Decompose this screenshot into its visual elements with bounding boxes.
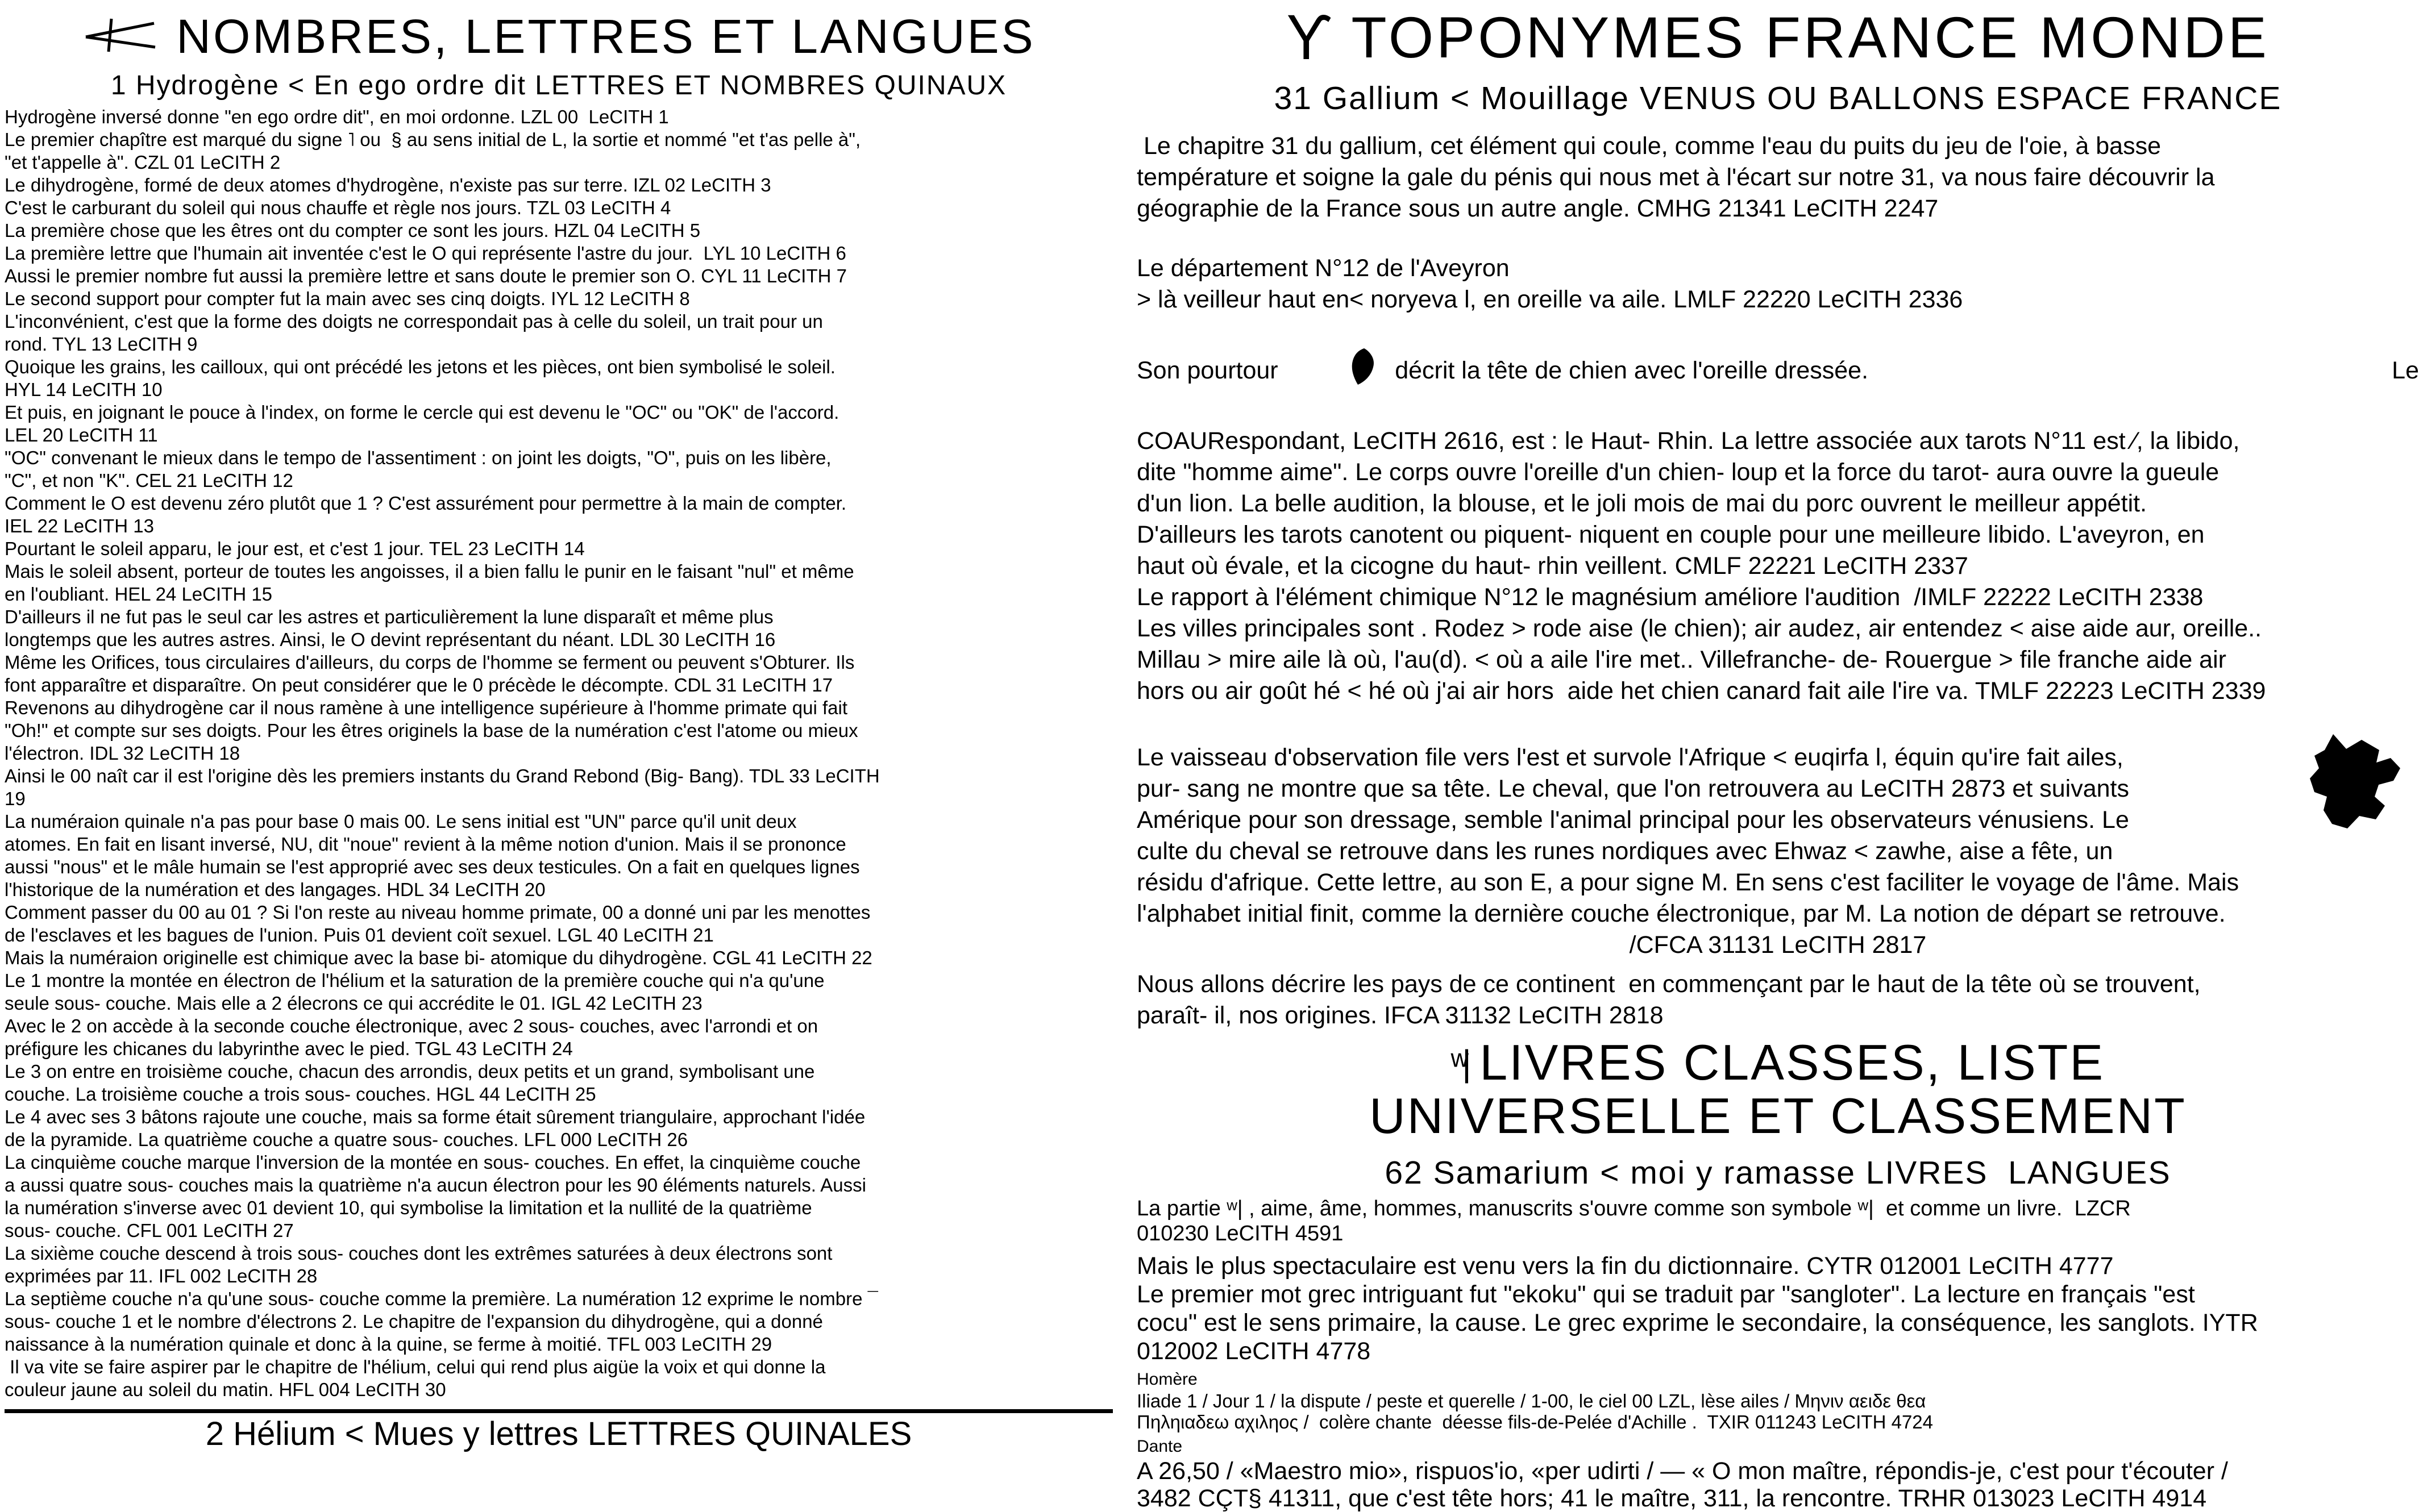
text-line: La cinquième couche marque l'inversion de la montée en sous- couches. En effet, la cinquième couche bbox=[5, 1152, 861, 1173]
text-line: Avec le 2 on accède à la seconde couche électronique, avec 2 sous- couches, avec l'arrondi et on bbox=[5, 1015, 818, 1036]
text-line: sous- couche. CFL 001 LeCITH 27 bbox=[5, 1220, 294, 1241]
homere-label: Homère bbox=[1137, 1370, 1198, 1389]
section-divider-rule bbox=[5, 1409, 1113, 1413]
text-line: dite "homme aime". Le corps ouvre l'oreille d'un chien- loup et la force du tarot- aura ouvre la gueule bbox=[1137, 459, 2220, 486]
text-line: Le premier chapître est marqué du signe ˥ ou § au sens initial de L, la sortie et nommé "et t'as pelle à", bbox=[5, 129, 861, 150]
partie-paragraph bbox=[1137, 1196, 2419, 1246]
text-line: Le second support pour compter fut la main avec ses cinq doigts. IYL 12 LeCITH 8 bbox=[5, 288, 690, 309]
text-line: Mais la numéraion originelle est chimique avec la base bi- atomique du dihydrogène. CGL 41 LeCITH 22 bbox=[5, 947, 872, 968]
text-line: Et puis, en joignant le pouce à l'index, on forme le cercle qui est devenu le "OC" ou "OK" de l'accord. bbox=[5, 402, 839, 423]
text-line: a aussi quatre sous- couches mais la quatrième n'a aucun électron pour les 90 éléments naturels. Aussi bbox=[5, 1174, 866, 1196]
aveyron-lines-bottom bbox=[1137, 426, 2419, 707]
text-line: Même les Orifices, tous circulaires d'ailleurs, du corps de l'homme se ferment ou peuvent s'Obturer. Ils bbox=[5, 652, 855, 673]
samarium-subtitle: 62 Samarium < moi y ramasse LIVRES LANGUES bbox=[1385, 1155, 2171, 1191]
text-line: > là veilleur haut en< noryeva l, en oreille va aile. LMLF 22220 LeCITH 2336 bbox=[1137, 286, 1963, 313]
aveyron-lines-top bbox=[1137, 253, 2419, 315]
text-line: La partie ʷ| , aime, âme, hommes, manuscrits s'ouvre comme son symbole ʷ| et comme un livre. LZCR bbox=[1137, 1197, 2131, 1221]
right-page-column bbox=[1137, 0, 2419, 1512]
text-line: A 26,50 / «Maestro mio», rispuos'io, «per udirti / — « O mon maître, répondis-je, c'est pour t'écouter / bbox=[1137, 1457, 2228, 1485]
text-line: La première lettre que l'humain ait inventée c'est le O qui représente l'astre du jour. LYL 10 LeCITH 6 bbox=[5, 243, 846, 264]
left-body-text bbox=[5, 106, 1113, 1401]
left-page-column bbox=[5, 0, 1113, 1453]
text-line: "OC" convenant le mieux dans le tempo de l'assentiment : on joint les doigts, "O", puis on les libère, bbox=[5, 447, 832, 468]
text-line: D'ailleurs il ne fut pas le seul car les astres et particulièrement la lune disparaît et même plus bbox=[5, 606, 774, 627]
livres-title-line2: UNIVERSELLE ET CLASSEMENT bbox=[1369, 1088, 2187, 1144]
text-line: La première chose que les êtres ont du compter ce sont les jours. HZL 04 LeCITH 5 bbox=[5, 220, 701, 241]
cfca-reference-line: /CFCA 31131 LeCITH 2817 bbox=[1629, 931, 1927, 959]
text-line: Iliade 1 / Jour 1 / la dispute / peste et querelle / 1-00, le ciel 00 LZL, lèse ailes / Μηνιν αειδε θεα bbox=[1137, 1390, 1926, 1411]
pourtour-prefix: Son pourtour bbox=[1137, 356, 1278, 384]
africa-silhouette-blob bbox=[2279, 733, 2418, 832]
text-line: atomes. En fait en lisant inversé, NU, dit "noue" revient à la même notion d'union. Mais il se prononce bbox=[5, 834, 846, 855]
text-line: couche. La troisième couche a trois sous- couches. HGL 44 LeCITH 25 bbox=[5, 1084, 596, 1105]
text-line: Mais le soleil absent, porteur de toutes les angoisses, il a bien fallu le punir en le faisant "nul" et même bbox=[5, 561, 854, 582]
text-line: Comment le O est devenu zéro plutôt que 1 ? C'est assurément pour permettre à la main de compter. bbox=[5, 493, 847, 514]
text-line: 19 bbox=[5, 788, 26, 809]
dante-label: Dante bbox=[1137, 1437, 1183, 1456]
text-line: culte du cheval se retrouve dans les runes nordiques avec Ehwaz < zawhe, aise a fête, un bbox=[1137, 838, 2113, 865]
text-line: Le rapport à l'élément chimique N°12 le magnésium améliore l'audition /IMLF 22222 LeCITH 2338 bbox=[1137, 584, 2204, 611]
text-line: Le 3 on entre en troisième couche, chacun des arrondis, deux petits et un grand, symbolisant une bbox=[5, 1061, 815, 1082]
upsilon-icon: ϒ bbox=[1286, 2, 1332, 73]
pourtour-line bbox=[1137, 315, 2419, 426]
text-line: HYL 14 LeCITH 10 bbox=[5, 379, 163, 400]
text-line: Le vaisseau d'observation file vers l'est et survole l'Afrique < euqirfa l, équin qu'ire fait ailes, bbox=[1137, 744, 2123, 771]
text-line: Hydrogène inversé donne "en ego ordre dit", en moi ordonne. LZL 00 LeCITH 1 bbox=[5, 106, 669, 127]
pourtour-mid: décrit la tête de chien avec l'oreille dressée. bbox=[1395, 356, 1869, 384]
text-line: Comment passer du 00 au 01 ? Si l'on reste au niveau homme primate, 00 a donné uni par les menottes bbox=[5, 902, 871, 923]
text-line: 010230 LeCITH 4591 bbox=[1137, 1222, 1344, 1246]
right-title-row bbox=[1137, 2, 2419, 73]
text-line: de l'esclaves et les bagues de l'union. Puis 01 devient coït sexuel. LGL 40 LeCITH 21 bbox=[5, 924, 714, 945]
text-line: Le dihydrogène, formé de deux atomes d'hydrogène, n'existe pas sur terre. IZL 02 LeCITH 3 bbox=[5, 174, 771, 195]
text-line: "Oh!" et compte sur ses doigts. Pour les êtres originels la base de la numération c'est l'atome ou mieux bbox=[5, 720, 858, 741]
text-line: exprimées par 11. IFL 002 LeCITH 28 bbox=[5, 1265, 318, 1286]
rune-w-icon: ʷ| bbox=[1450, 1043, 1465, 1084]
vaisseau-paragraph bbox=[1137, 742, 2419, 961]
text-line: haut où évale, et la cicogne du haut- rhin veillent. CMLF 22221 LeCITH 2337 bbox=[1137, 552, 1968, 580]
text-line: l'historique de la numération et des langages. HDL 34 LeCITH 20 bbox=[5, 879, 546, 900]
aveyron-paragraph bbox=[1137, 253, 2419, 707]
text-line: la numération s'inverse avec 01 devient 10, qui symbolise la limitation et la nullité de la quatrième bbox=[5, 1197, 812, 1218]
text-line: Ainsi le 00 naît car il est l'origine dès les premiers instants du Grand Rebond (Big- Bang). TDL 33 LeCITH bbox=[5, 765, 880, 786]
text-line: Mais le plus spectaculaire est venu vers la fin du dictionnaire. CYTR 012001 LeCITH 4777 bbox=[1137, 1252, 2114, 1280]
text-line: Le chapitre 31 du gallium, cet élément qui coule, comme l'eau du puits du jeu de l'oie, à basse bbox=[1137, 132, 2162, 160]
text-line: l'électron. IDL 32 LeCITH 18 bbox=[5, 743, 240, 764]
text-line: Il va vite se faire aspirer par le chapitre de l'hélium, celui qui rend plus aigüe la voix et qui donne la bbox=[5, 1356, 826, 1377]
text-line: font apparaître et disparaître. On peut considérer que le 0 précède le décompte. CDL 31 LeCITH 17 bbox=[5, 674, 833, 695]
right-page-subtitle: 31 Gallium < Mouillage VENUS OU BALLONS ESPACE FRANCE bbox=[1274, 80, 2282, 116]
text-line: Aussi le premier nombre fut aussi la première lettre et sans doute le premier son O. CYL 11 LeCITH 7 bbox=[5, 265, 847, 286]
text-line: préfigure les chicanes du labyrinthe avec le pied. TGL 43 LeCITH 24 bbox=[5, 1038, 573, 1059]
text-line: Πηληιαδεω αχιληος / colère chante déesse fils-de-Pelée d'Achille . TXIR 011243 LeCITH 4724 bbox=[1137, 1411, 1934, 1432]
text-line: Millau > mire aile là où, l'au(d). < où a aile l'ire met.. Villefranche- de- Rouergue > file franche aide air bbox=[1137, 646, 2226, 673]
left-page-subtitle: 1 Hydrogène < En ego ordre dit LETTRES ET NOMBRES QUINAUX bbox=[110, 70, 1007, 101]
text-line: C'est le carburant du soleil qui nous chauffe et règle nos jours. TZL 03 LeCITH 4 bbox=[5, 197, 671, 218]
text-line: COAURespondant, LeCITH 2616, est : le Haut- Rhin. La lettre associée aux tarots N°11 est ⁄, la libido, bbox=[1137, 427, 2240, 455]
text-line: géographie de la France sous un autre angle. CMHG 21341 LeCITH 2247 bbox=[1137, 195, 1939, 222]
continent-paragraph bbox=[1137, 969, 2419, 1031]
text-line: Le 1 montre la montée en électron de l'hélium et la saturation de la première couche qui n'a qu'une bbox=[5, 970, 825, 991]
text-line: Le 4 avec ses 3 bâtons rajoute une couche, mais sa forme était sûrement triangulaire, approchant l'idée bbox=[5, 1106, 866, 1127]
text-line: Quoique les grains, les cailloux, qui ont précédé les jetons et les pièces, ont bien symbolisé le soleil. bbox=[5, 356, 836, 377]
text-line: paraît- il, nos origines. IFCA 31132 LeCITH 2818 bbox=[1137, 1002, 1664, 1029]
text-line: Amérique pour son dressage, semble l'animal principal pour les observateurs vénusiens. Le bbox=[1137, 806, 2129, 834]
text-line: Le département N°12 de l'Aveyron bbox=[1137, 255, 1510, 282]
homere-quote-lines bbox=[1137, 1390, 2419, 1432]
text-line: l'alphabet initial finit, comme la dernière couche électronique, par M. La notion de départ se retrouve. bbox=[1137, 900, 2226, 927]
text-line: sous- couche 1 et le nombre d'électrons 2. Le chapitre de l'expansion du dihydrogène, qui a donné bbox=[5, 1311, 823, 1332]
text-line: "C", et non "K". CEL 21 LeCITH 12 bbox=[5, 470, 293, 491]
livres-title-row bbox=[1137, 1036, 2419, 1089]
text-line: Pourtant le soleil apparu, le jour est, et c'est 1 jour. TEL 23 LeCITH 14 bbox=[5, 538, 585, 559]
text-line: aussi "nous" et le mâle humain se l'est approprié avec ses deux testicules. On a fait en quelques lignes bbox=[5, 856, 860, 877]
text-line: Le premier mot grec intriguant fut "ekoku" qui se traduit par "sangloter". La lecture en français "est bbox=[1137, 1281, 2195, 1308]
text-line: 012002 LeCITH 4778 bbox=[1137, 1338, 1371, 1365]
text-line: température et soigne la gale du pénis qui nous met à l'écart sur notre 31, va nous faire découvrir la bbox=[1137, 164, 2215, 191]
text-line: hors ou air goût hé < hé où j'ai air hors aide het chien canard fait aile l'ire va. TMLF 22223 LeCITH 2339 bbox=[1137, 677, 2266, 705]
text-line: D'ailleurs les tarots canotent ou piquent- niquent en couple pour une meilleure libido. L'aveyron, en bbox=[1137, 521, 2205, 548]
text-line: La septième couche n'a qu'une sous- couche comme la première. La numération 12 exprime le nombre ¯ bbox=[5, 1288, 878, 1309]
text-line: seule sous- couche. Mais elle a 2 élecrons ce qui accrédite le 01. IGL 42 LeCITH 23 bbox=[5, 993, 703, 1014]
crossed-chevron-icon bbox=[82, 17, 157, 56]
left-page-title: NOMBRES, LETTRES ET LANGUES bbox=[176, 10, 1036, 63]
text-line: cocu" est le sens primaire, la cause. Le grec exprime le secondaire, la conséquence, les sanglots. IYTR bbox=[1137, 1309, 2258, 1336]
text-line: IEL 22 LeCITH 13 bbox=[5, 515, 154, 536]
text-line: couleur jaune au soleil du matin. HFL 004 LeCITH 30 bbox=[5, 1379, 446, 1400]
text-line: LEL 20 LeCITH 11 bbox=[5, 424, 158, 445]
department-outline-blob-icon bbox=[1293, 315, 1381, 426]
text-line: rond. TYL 13 LeCITH 9 bbox=[5, 334, 198, 355]
text-line: pur- sang ne montre que sa tête. Le cheval, que l'on retrouvera au LeCITH 2873 et suivants bbox=[1137, 775, 2129, 802]
next-chapter-heading: 2 Hélium < Mues y lettres LETTRES QUINALES bbox=[205, 1415, 912, 1452]
text-line: naissance à la numération quinale et donc à la quine, se ferme à moitié. TFL 003 LeCITH 29 bbox=[5, 1334, 772, 1355]
gallium-intro-paragraph bbox=[1137, 131, 2419, 224]
dante-quote-lines bbox=[1137, 1457, 2419, 1512]
text-line: L'inconvénient, c'est que la forme des doigts ne correspondait pas à celle du soleil, un trait pour un bbox=[5, 311, 823, 332]
text-line: en l'oubliant. HEL 24 LeCITH 15 bbox=[5, 584, 273, 605]
left-title-row bbox=[5, 10, 1113, 63]
text-line: longtemps que les autres astres. Ainsi, le O devint représentant du néant. LDL 30 LeCITH 16 bbox=[5, 629, 776, 650]
pourtour-tail: Le bbox=[2392, 356, 2419, 384]
text-line: 3482 CÇT§ 41311, que c'est tête hors; 41 le maître, 311, la rencontre. TRHR 013023 LeCITH 4914 bbox=[1137, 1485, 2207, 1512]
text-line: Revenons au dihydrogène car il nous ramène à une intelligence supérieure à l'homme primate qui fait bbox=[5, 697, 848, 718]
text-line: La numéraion quinale n'a pas pour base 0 mais 00. Le sens initial est "UN" parce qu'il unit deux bbox=[5, 811, 797, 832]
text-line: Nous allons décrire les pays de ce continent en commençant par le haut de la tête où se trouvent, bbox=[1137, 970, 2201, 998]
text-line: Les villes principales sont . Rodez > rode aise (le chien); air audez, air entendez < aise aide aur, oreille.. bbox=[1137, 615, 2262, 642]
livres-title-line1: LIVRES CLASSES, LISTE bbox=[1479, 1034, 2105, 1090]
text-line: de la pyramide. La quatrième couche a quatre sous- couches. LFL 000 LeCITH 26 bbox=[5, 1129, 688, 1150]
text-line: d'un lion. La belle audition, la blouse, et le joli mois de mai du porc ouvrent le meilleur appétit. bbox=[1137, 490, 2147, 517]
text-line: La sixième couche descend à trois sous- couches dont les extrêmes saturées à deux électrons sont bbox=[5, 1243, 833, 1264]
text-line: "et t'appelle à". CZL 01 LeCITH 2 bbox=[5, 152, 281, 173]
right-page-title: TOPONYMES FRANCE MONDE bbox=[1351, 5, 2270, 70]
dictionnaire-paragraph bbox=[1137, 1252, 2419, 1365]
vaisseau-lines bbox=[1137, 742, 2419, 930]
text-line: résidu d'afrique. Cette lettre, au son E, a pour signe M. En sens c'est faciliter le voyage de l'âme. Mais bbox=[1137, 869, 2239, 896]
